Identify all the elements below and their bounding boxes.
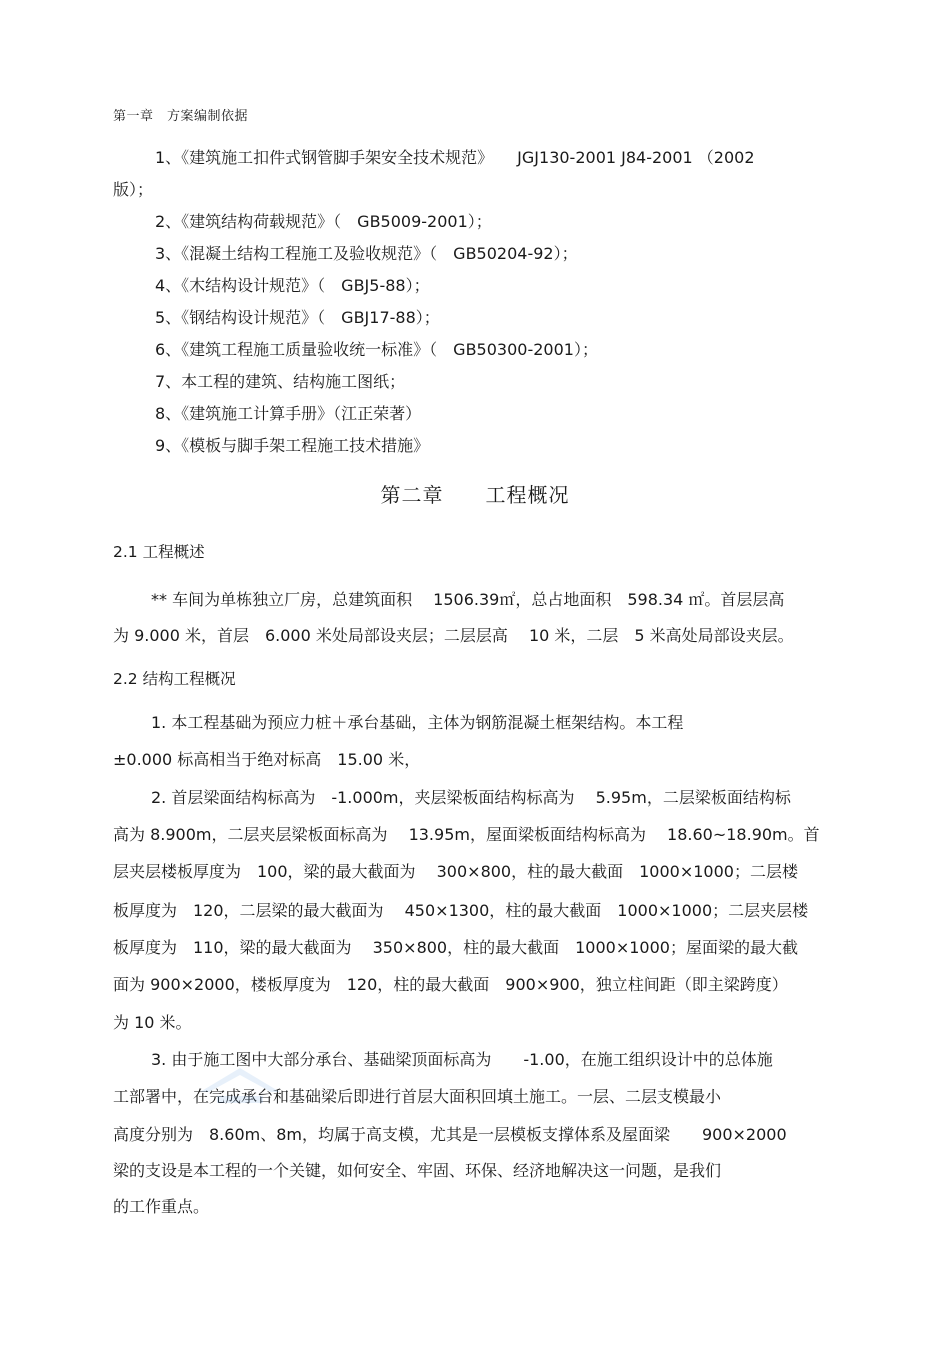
chapter-1-title: 第一章 方案编制依据 [113, 109, 249, 124]
structure-p2-line-7: 为 10 米。 [113, 1013, 192, 1032]
reference-item-6: 6、《建筑工程施工质量验收统一标准》（ GB50300-2001）； [155, 340, 598, 359]
structure-p1-line-1: 1. 本工程基础为预应力桩＋承台基础，主体为钢筋混凝土框架结构。本工程 [151, 713, 684, 732]
structure-p3-line-5: 的工作重点。 [113, 1197, 210, 1216]
reference-item-2: 2、《建筑结构荷载规范》（ GB5009-2001）； [155, 212, 492, 231]
structure-p3-line-2: 工部署中，在完成承台和基础梁后即进行首层大面积回填土施工。一层、二层支模最小 [113, 1087, 722, 1106]
structure-p2-line-5: 板厚度为 110，梁的最大截面为 350×800，柱的最大截面 1000×1000；屋面梁的最大截 [113, 938, 798, 957]
structure-p2-line-3: 层夹层楼板厚度为 100，梁的最大截面为 300×800，柱的最大截面 1000×1000；二层楼 [113, 862, 798, 881]
structure-p3-line-4: 梁的支设是本工程的一个关键，如何安全、牢固、环保、经济地解决这一问题，是我们 [113, 1161, 722, 1180]
section-2-1-title: 2.1 工程概述 [113, 543, 205, 561]
chapter-2-title: 第二章 工程概况 [380, 483, 570, 507]
structure-p3-line-1: 3. 由于施工图中大部分承台、基础梁顶面标高为 -1.00，在施工组织设计中的总体施 [151, 1050, 773, 1069]
reference-item-9: 9、《模板与脚手架工程施工技术措施》 [155, 436, 430, 455]
structure-p2-line-2: 高为 8.900m，二层夹层梁板面标高为 13.95m，屋面梁板面结构标高为 18.60~18.90m。首 [113, 825, 820, 844]
watermark-bar-shape [217, 1096, 263, 1103]
structure-p2-line-4: 板厚度为 120，二层梁的最大截面为 450×1300，柱的最大截面 1000×1000；二层夹层楼 [113, 901, 809, 920]
reference-item-8: 8、《建筑施工计算手册》（江正荣著） [155, 404, 422, 423]
reference-item-5: 5、《钢结构设计规范》（ GBJ17-88）； [155, 308, 440, 327]
reference-item-7: 7、本工程的建筑、结构施工图纸； [155, 372, 406, 391]
overview-line-1: ** 车间为单栋独立厂房，总建筑面积 1506.39㎡，总占地面积 598.34 ㎡。首层层高 [151, 590, 785, 609]
structure-p2-line-1: 2. 首层梁面结构标高为 -1.000m，夹层梁板面结构标高为 5.95m，二层梁板面结构标 [151, 788, 791, 807]
reference-item-1: 1、《建筑施工扣件式钢管脚手架安全技术规范》 JGJ130-2001 J84-2001 （2002 [155, 148, 755, 167]
watermark-logo-icon [195, 1062, 285, 1112]
structure-p2-line-6: 面为 900×2000，楼板厚度为 120，柱的最大截面 900×900，独立柱间距（即主梁跨度） [113, 975, 788, 994]
overview-line-2: 为 9.000 米，首层 6.000 米处局部设夹层；二层层高 10 米，二层 5 米高处局部设夹层。 [113, 626, 794, 645]
reference-item-1-continuation: 版）； [113, 180, 154, 199]
watermark-roof-shape [200, 1068, 280, 1092]
structure-p3-line-3: 高度分别为 8.60m、8m，均属于高支模，尤其是一层模板支撑体系及屋面梁 900×2000 [113, 1125, 787, 1144]
section-2-2-title: 2.2 结构工程概况 [113, 670, 236, 688]
reference-item-3: 3、《混凝土结构工程施工及验收规范》（ GB50204-92）； [155, 244, 578, 263]
structure-p1-line-2: ±0.000 标高相当于绝对标高 15.00 米， [113, 750, 421, 769]
reference-item-4: 4、《木结构设计规范》（ GBJ5-88）； [155, 276, 430, 295]
